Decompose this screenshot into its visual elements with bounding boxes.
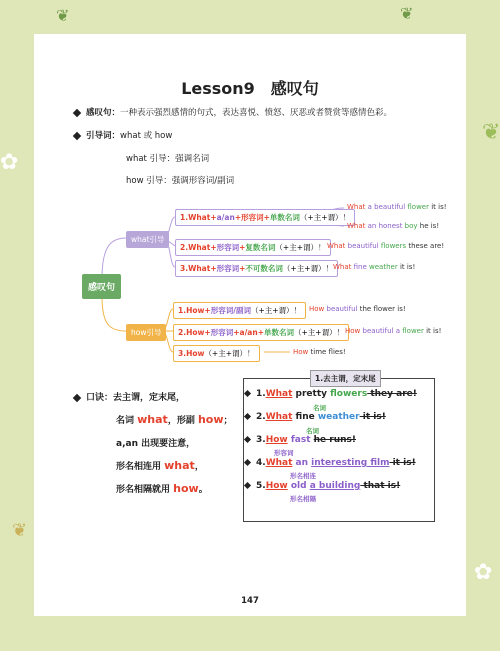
flower-decoration-icon: ✿: [474, 560, 493, 585]
diamond-bullet-icon: [244, 390, 251, 397]
leaf-decoration-icon: ❦: [400, 4, 414, 23]
guide-how: how 引导：强调形容词/副词: [126, 176, 235, 186]
tip-label: 口诀：: [86, 393, 114, 403]
what-example-3: What fine weather it is!: [333, 263, 416, 271]
what-example-1b: What an honest boy he is!: [347, 222, 440, 230]
box-sentence-5: 5.How old a building that is!: [245, 481, 400, 491]
leaf-decoration-icon: ❦: [482, 120, 500, 145]
diamond-bullet-icon: [244, 413, 251, 420]
examples-box: [243, 378, 435, 522]
what-branch-node: what引导: [126, 231, 169, 248]
leaf-decoration-icon: ❦: [12, 520, 28, 541]
how-rule-1: 1.How+形容词/副词（+主+谓）！: [173, 302, 306, 319]
how-example-2: How beautiful a flower it is!: [345, 327, 442, 335]
tip-line-2: 名词 what，形副 how；: [116, 413, 233, 426]
note-adj-noun-separated: 形名相隔: [290, 495, 316, 503]
page-number: 147: [241, 596, 259, 606]
guide-what: what 引导：强调名词: [126, 154, 210, 164]
examples-box-title: 1.去主谓，定末尾: [310, 370, 381, 387]
note-noun-1: 名词: [313, 404, 326, 412]
box-sentence-1: 1.What pretty flowers they are!: [245, 389, 417, 399]
guide-text: what 或 how: [120, 131, 173, 141]
what-rule-2: 2.What+形容词+复数名词（+主+谓）！: [175, 239, 331, 256]
tip-line-5: 形名相隔就用 how。: [116, 482, 208, 495]
definition-label: 感叹句：: [86, 108, 121, 118]
what-example-1a: What a beautiful flower it is!: [347, 203, 447, 211]
note-noun-2: 名词: [306, 427, 319, 435]
page: [34, 34, 466, 616]
diamond-bullet-icon: [244, 482, 251, 489]
how-branch-node: how引导: [126, 324, 166, 341]
what-rule-1: 1.What+a/an+形容词+单数名词（+主+谓）！: [175, 209, 355, 226]
mindmap-root: 感叹句: [82, 274, 121, 299]
box-sentence-3: 3.How fast he runs!: [245, 435, 356, 445]
box-sentence-2: 2.What fine weather it is!: [245, 412, 386, 422]
tip-line-4: 形名相连用 what，: [116, 459, 204, 472]
what-example-2: What beautiful flowers these are!: [327, 242, 445, 250]
diamond-bullet-icon: [244, 436, 251, 443]
note-adjective: 形容词: [274, 449, 294, 457]
guide-label: 引导词：: [86, 131, 121, 141]
note-adj-noun-connected: 形名相连: [290, 472, 316, 480]
tip-line-3: a,an 出现要注意，: [116, 439, 196, 449]
how-rule-3: 3.How（+主+谓）！: [173, 345, 260, 362]
flower-decoration-icon: ✿: [0, 150, 19, 175]
tip-line-1: 口诀：去主谓，定末尾，: [74, 390, 185, 403]
diamond-bullet-icon: [244, 459, 251, 466]
page-title: Lesson9 感叹句: [181, 79, 319, 98]
diamond-bullet-icon: [73, 393, 81, 401]
how-example-3: How time flies!: [293, 348, 346, 356]
how-rule-2: 2.How+形容词+a/an+单数名词（+主+谓）！: [173, 324, 349, 341]
box-sentence-4: 4.What an interesting film it is!: [245, 458, 416, 468]
what-rule-3: 3.What+形容词+不可数名词（+主+谓）！: [175, 260, 338, 277]
how-example-1: How beautiful the flower is!: [309, 305, 406, 313]
leaf-decoration-icon: ❦: [56, 6, 70, 25]
definition-text: 一种表示强烈感情的句式，表达喜悦、愤怒、厌恶或者赞赏等感情色彩。: [120, 108, 393, 118]
